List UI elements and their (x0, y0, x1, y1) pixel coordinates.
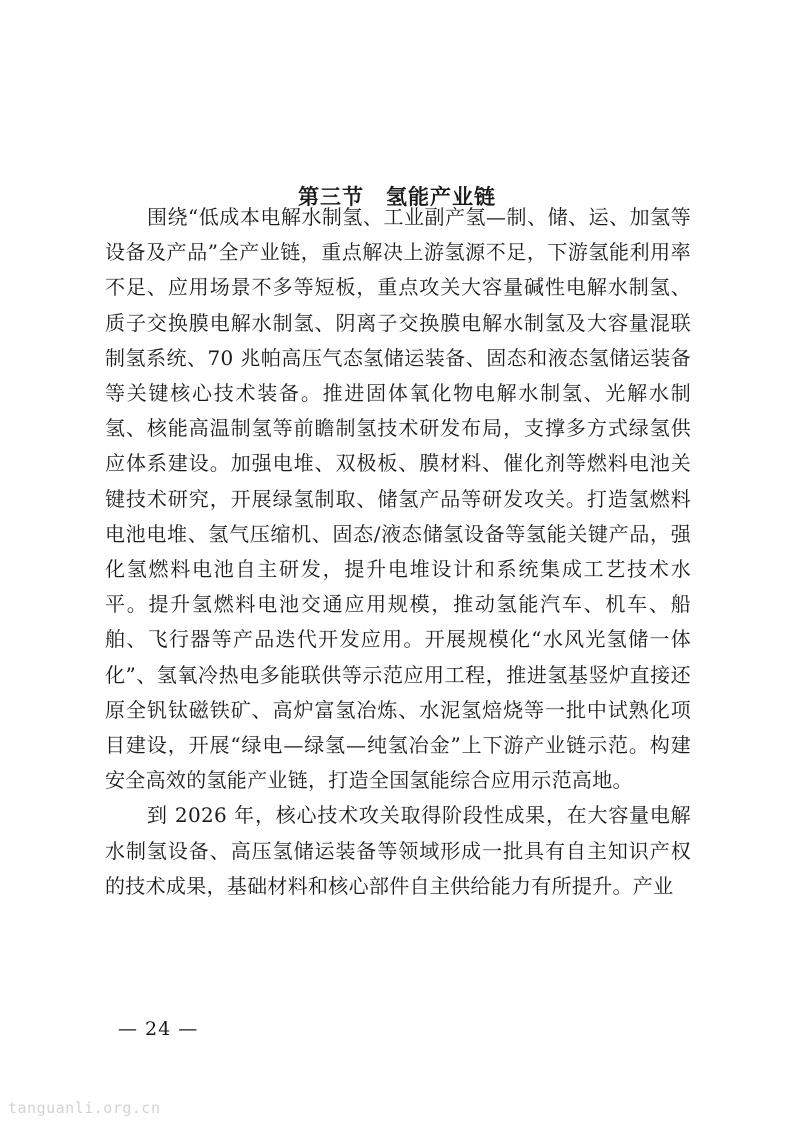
section-title: 第三节 氢能产业链 (298, 185, 496, 210)
watermark: tanguanli.org.cn (8, 1099, 161, 1117)
body-text (105, 200, 691, 904)
paragraph: 围绕“低成本电解水制氢、工业副产氢—制、储、运、加氢等设备及产品”全产业链，重点解决上游氢源不足，下游氢能利用率不足、应用场景不多等短板，重点攻关大容量碱性电解水制氢、质子交换膜电解水制氢、阴离子交换膜电解水制氢及大容量混联制氢系统、70 兆帕高压气态氢储运装备、固态和液态氢储运装备等关键核心技术装备。推进固体氧化物电解水制氢、光解水制氢、核能高温制氢等前瞻制氢技术研发布局，支撑多方式绿氢供应体系建设。加强电堆、双极板、膜材料、催化剂等燃料电池关键技术研究，开展绿氢制取、储氢产品等研发攻关。打造氢燃料电池电堆、氢气压缩机、固态/液态储氢设备等氢能关键产品，强化氢燃料电池自主研发，提升电堆设计和系统集成工艺技术水平。提升氢燃料电池交通应用规模，推动氢能汽车、机车、船舶、飞行器等产品迭代开发应用。开展规模化“水风光氢储一体化”、氢氧冷热电多能联供等示范应用工程，推进氢基竖炉直接还原全钒钛磁铁矿、高炉富氢冶炼、水泥氢焙烧等一批中试熟化项目建设，开展“绿电—绿氢—纯氢冶金”上下游产业链示范。构建安全高效的氢能产业链，打造全国氢能综合应用示范高地。 (105, 205, 691, 793)
paragraph: 到 2026 年，核心技术攻关取得阶段性成果，在大容量电解水制氢设备、高压氢储运装备等领域形成一批具有自主知识产权的技术成果，基础材料和核心部件自主供给能力有所提升。产业 (105, 803, 691, 898)
page-number: — 24 — (118, 1018, 199, 1040)
